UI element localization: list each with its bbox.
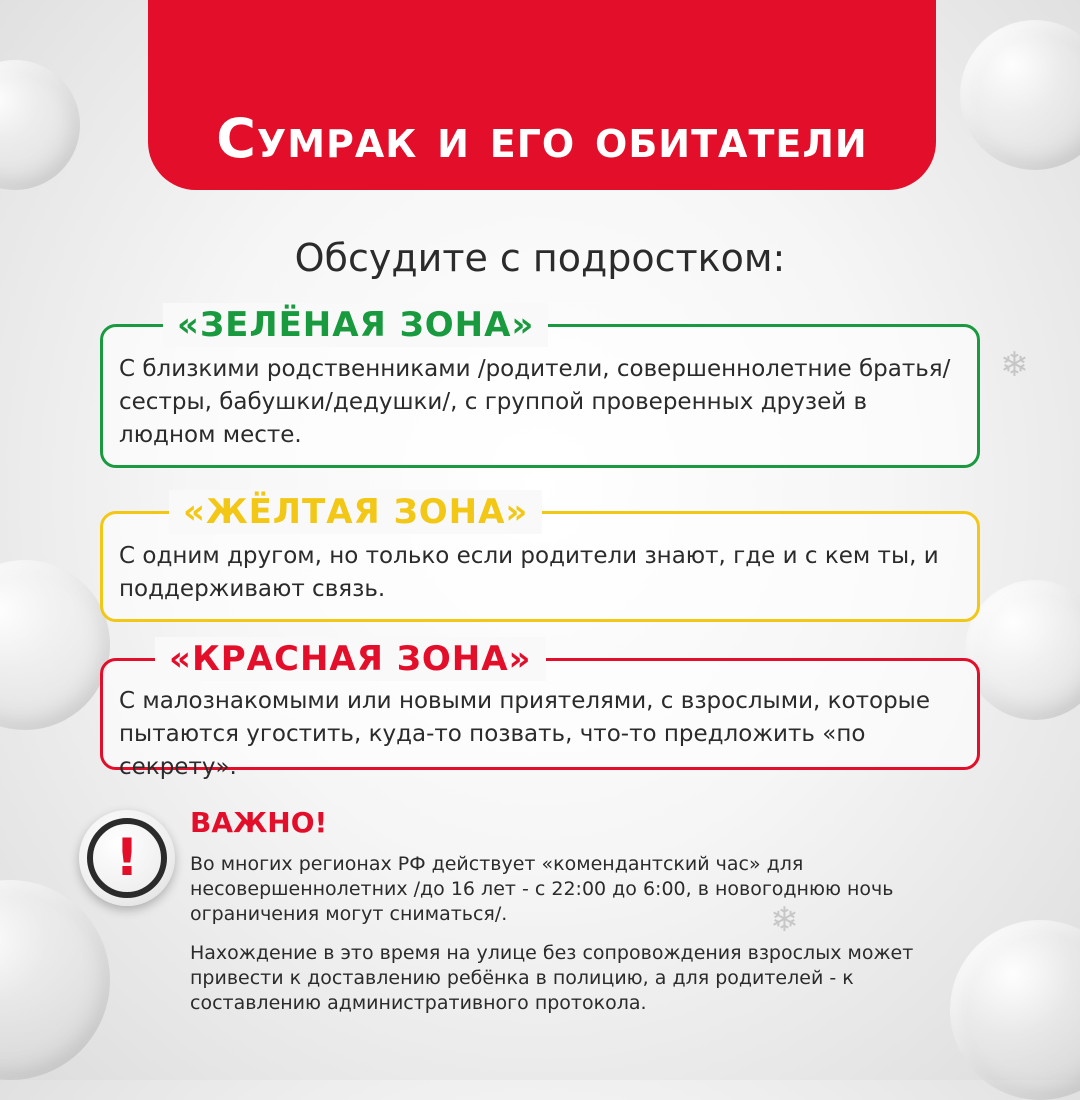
background-bubble xyxy=(0,560,110,730)
background-bubble xyxy=(965,580,1080,720)
background-bubble xyxy=(0,880,110,1080)
header-banner xyxy=(148,0,936,190)
snowflake-icon: ❄ xyxy=(770,900,799,940)
green-zone-title: «ЗЕЛЁНАЯ ЗОНА» xyxy=(163,303,548,347)
green-zone-card xyxy=(100,305,980,468)
yellow-zone-text: С одним другом, но только если родители знают, где и с кем ты, и поддерживают связь. xyxy=(119,543,939,602)
important-title: ВАЖНО! xyxy=(190,806,328,839)
red-zone-card xyxy=(100,639,980,780)
green-zone-text: С близкими родственниками /родители, совершеннолетние братья/ сестры, бабушки/дедушки/, с группой проверенных друзей в людном месте. xyxy=(119,356,951,448)
background-bubble xyxy=(0,60,80,190)
yellow-zone-title: «ЖЁЛТАЯ ЗОНА» xyxy=(169,490,542,534)
important-paragraph-2: Нахождение в это время на улице без сопровождения взрослых может привести к доставлению ребёнка в полицию, а для родителей - к составлению административного протокола. xyxy=(190,942,914,1014)
page-title: Сумрак и его обитатели xyxy=(216,107,868,170)
red-zone-text: С малознакомыми или новыми приятелями, с взрослыми, которые пытаются угостить, куда-то позвать, что-то предложить «по секрету». xyxy=(119,688,930,780)
important-paragraph-1: Во многих регионах РФ действует «комендантский час» для несовершеннолетних /до 16 лет - с 22:00 до 6:00, в новогоднюю ночь ограничения могут сниматься/. xyxy=(190,853,894,925)
subtitle: Обсудите с подростком: xyxy=(294,236,786,280)
yellow-zone-card xyxy=(100,492,980,622)
background-bubble xyxy=(960,20,1080,170)
exclamation-icon xyxy=(79,810,175,906)
red-zone-title: «КРАСНАЯ ЗОНА» xyxy=(155,637,546,681)
exclamation-mark: ! xyxy=(87,818,167,898)
snowflake-icon: ❄ xyxy=(1000,345,1029,385)
